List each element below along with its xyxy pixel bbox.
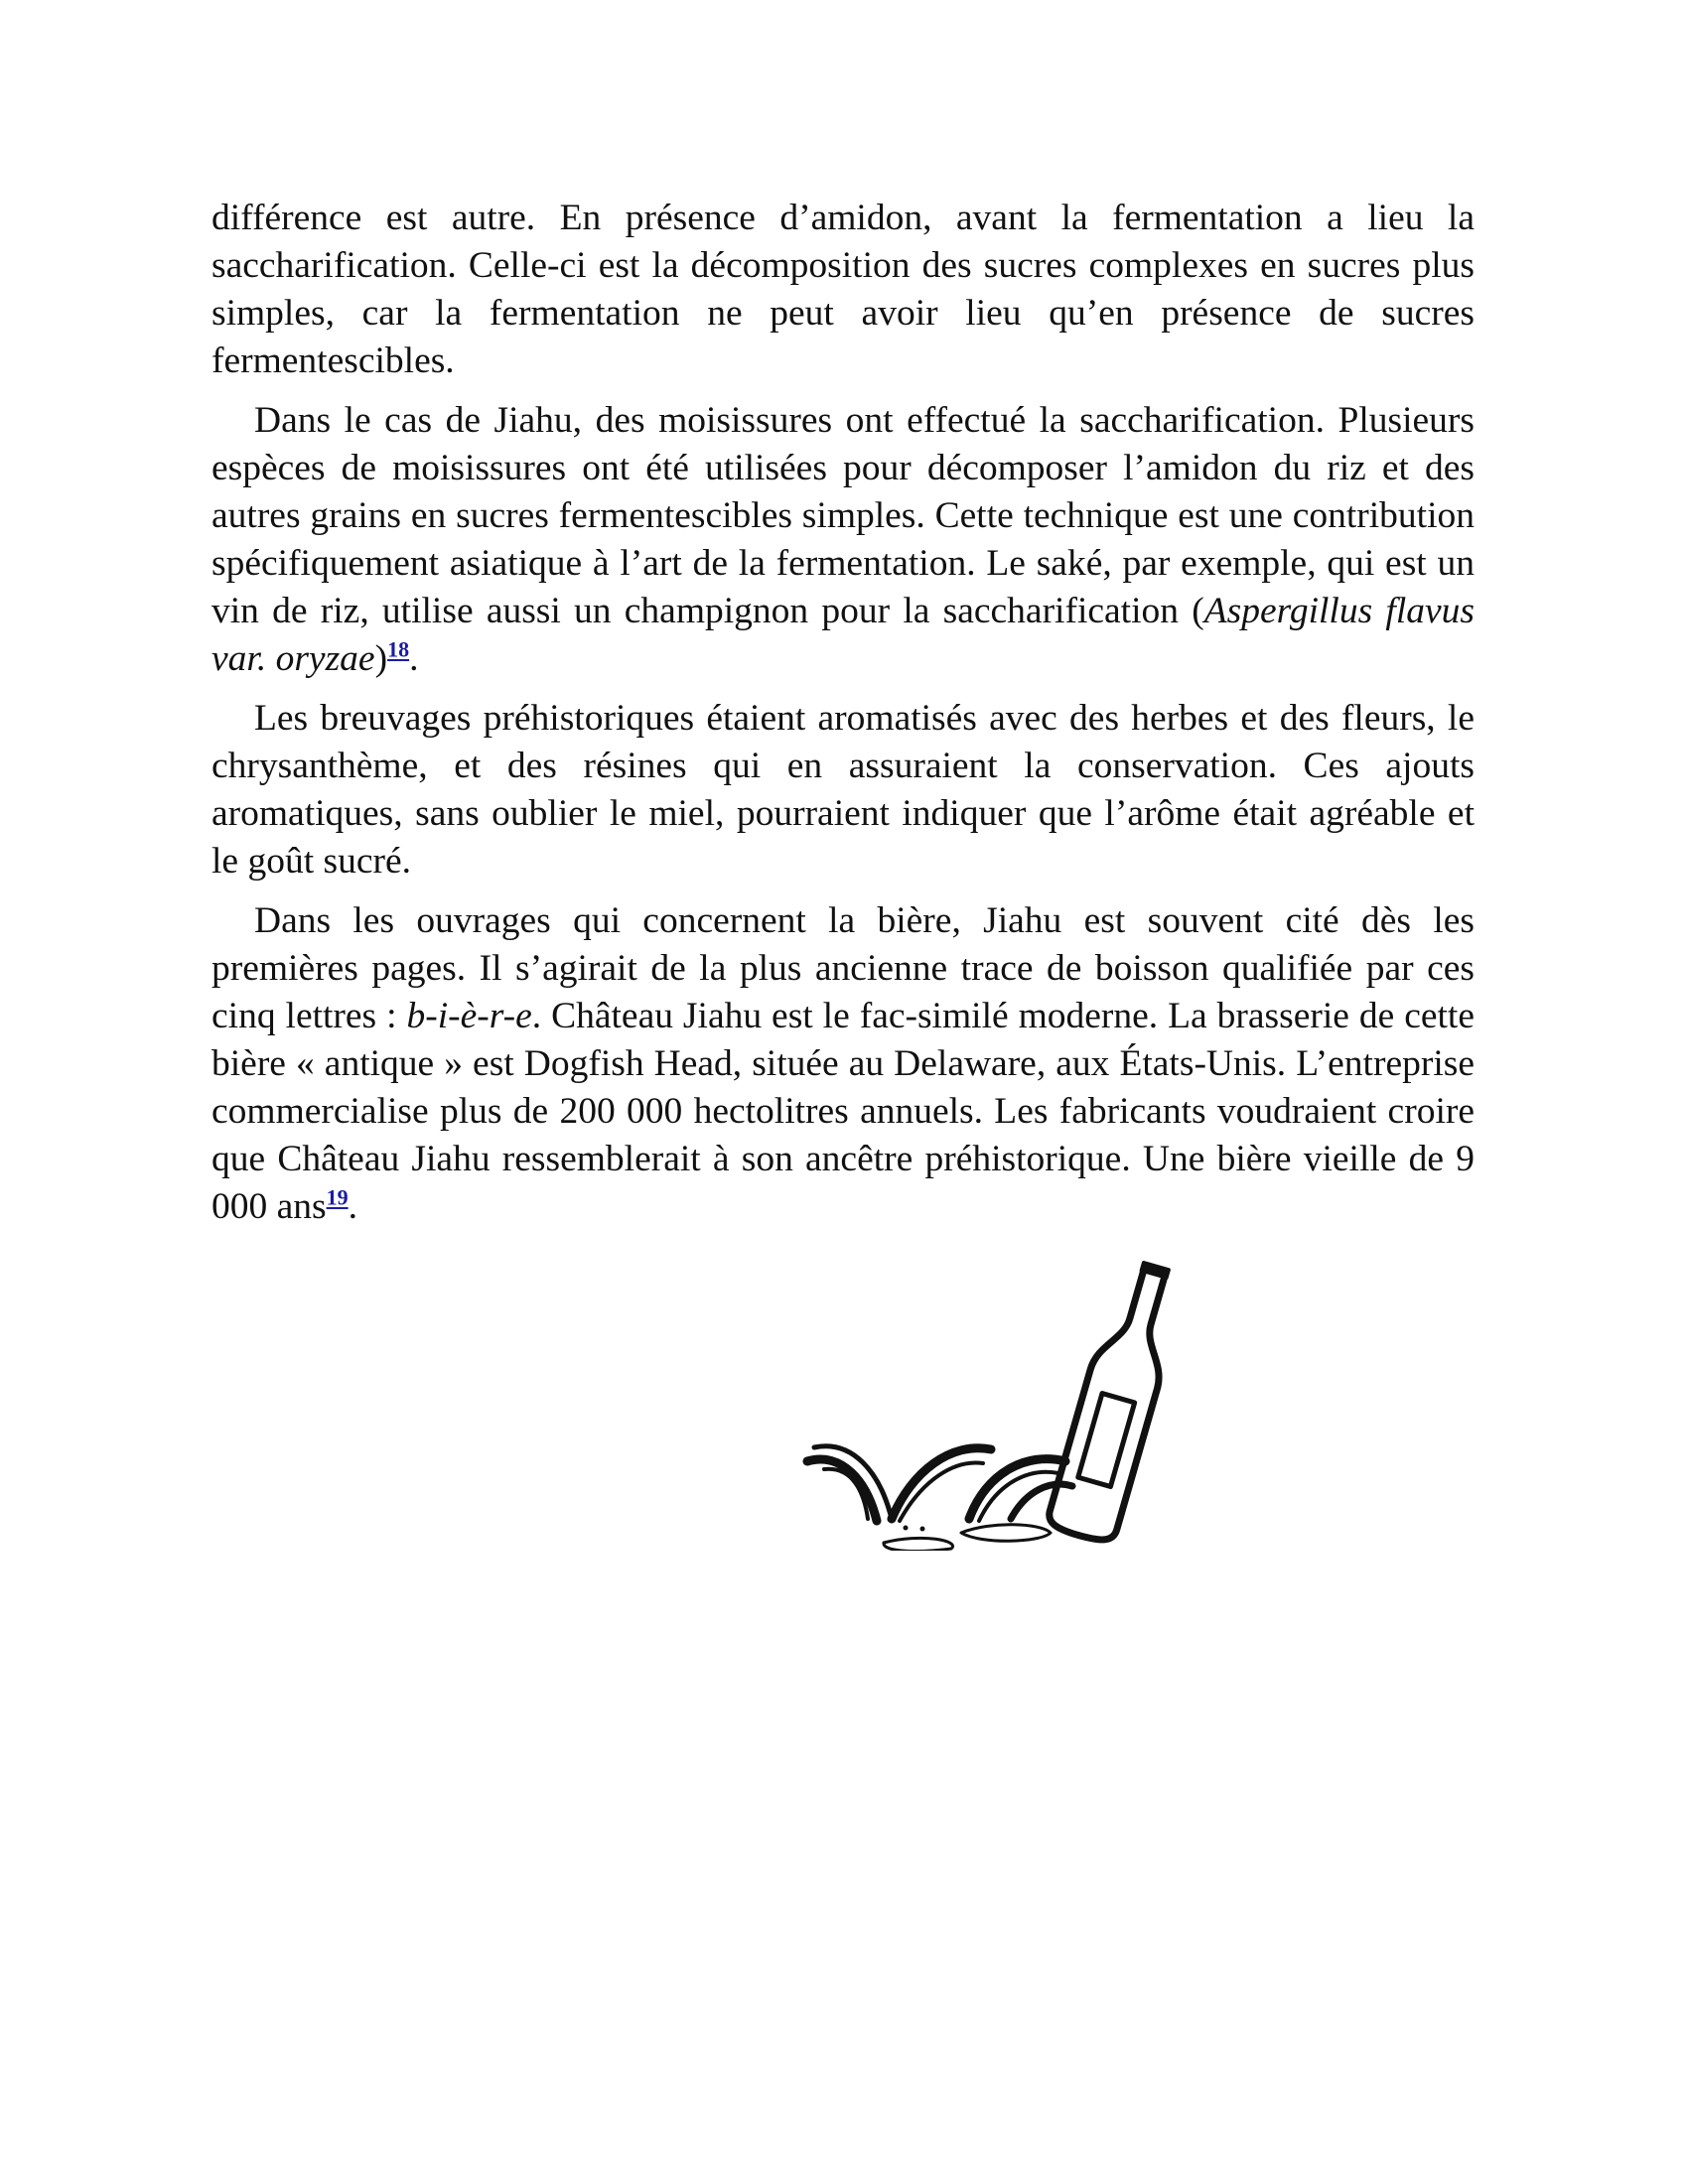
paragraph-1	[211, 195, 1475, 385]
paragraph-text: )	[374, 638, 388, 679]
paragraph-text: Dans les ouvrages qui concernent la bière, Jiahu est souvent cité dès les premières pages. Il s’agirait de la plus ancienne trace de boisson qualifiée par ces cinq lettres :	[211, 900, 1475, 1036]
paragraph-text: . Château Jiahu est le fac-similé moderne. La brasserie de cette bière « antique » est Dogfish Head, située au Delaware, aux États-Unis. L’entreprise commercialise plus de 200 000 hectolitres annuels. Les fabricants voudraient croire que Château Jiahu ressemblerait à son ancêtre préhistorique. Une bière vieille de 9 000 ans	[211, 996, 1475, 1227]
bottle-splash-icon	[802, 1253, 1239, 1551]
bottle-icon	[1046, 1257, 1190, 1545]
spelled-word: b-i-è-r-e	[406, 996, 532, 1036]
paragraph-text: .	[348, 1186, 357, 1227]
page-body	[211, 195, 1475, 1243]
footnote-link-18[interactable]: 18	[387, 636, 410, 662]
species-name: Aspergillus flavus var. oryzae	[211, 591, 1475, 679]
paragraph-3	[211, 695, 1475, 886]
paragraph-text: différence est autre. En présence d’amidon, avant la fermentation a lieu la saccharification. Celle-ci est la décomposition des sucres complexes en sucres plus simples, car la fermentation ne peut avoir lieu qu’en présence de sucres fermentescibles.	[211, 198, 1475, 381]
paragraph-text: .	[409, 638, 419, 679]
paragraph-text: Dans le cas de Jiahu, des moisissures ont effectué la saccharification. Plusieurs espèces de moisissures ont été utilisées pour décomposer l’amidon du riz et des autres grains en sucres fermentescibles simples. Cette technique est une contribution spécifiquement asiatique à l’art de la fermentation. Le saké, par exemple, qui est un vin de riz, utilise aussi un champignon pour la saccharification (	[211, 400, 1475, 631]
footnote-link-19[interactable]: 19	[326, 1184, 349, 1210]
paragraph-2	[211, 397, 1475, 683]
paragraph-text: Les breuvages préhistoriques étaient aromatisés avec des herbes et des fleurs, le chrysanthème, et des résines qui en assuraient la conservation. Ces ajouts aromatiques, sans oublier le miel, pourraient indiquer que l’arôme était agréable et le goût sucré.	[211, 698, 1475, 882]
paragraph-4	[211, 897, 1475, 1231]
